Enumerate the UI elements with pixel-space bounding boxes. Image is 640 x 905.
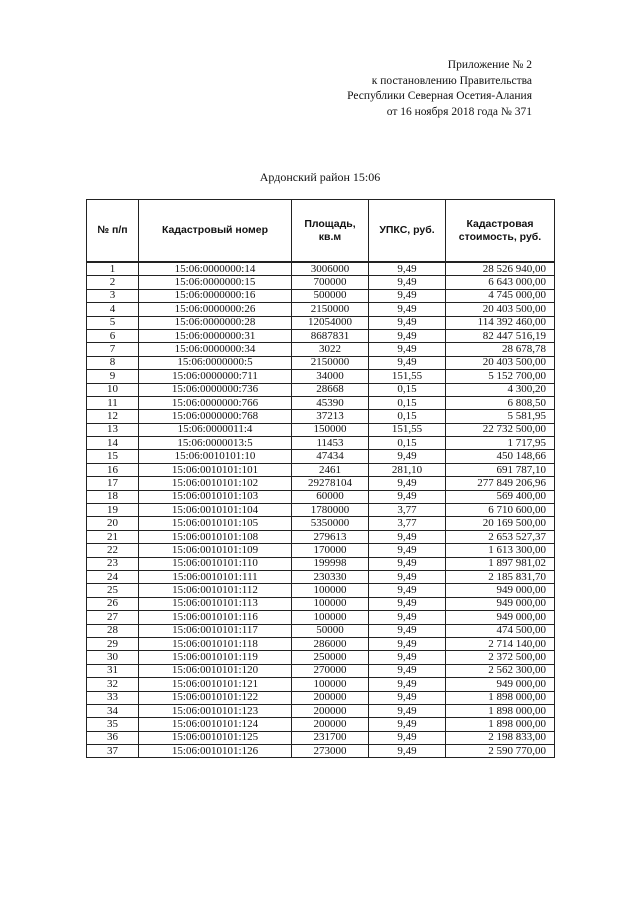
cell-cadastral-value: 277 849 206,96 [446, 477, 555, 490]
cell-area: 50000 [292, 624, 369, 637]
appendix-line-4: от 16 ноября 2018 года № 371 [386, 105, 532, 118]
cell-area: 279613 [292, 530, 369, 543]
table-body [87, 262, 555, 758]
cell-row-number: 26 [87, 597, 139, 610]
cell-area: 100000 [292, 678, 369, 691]
cell-row-number: 8 [87, 356, 139, 369]
column-header-number: № п/п [87, 200, 139, 263]
cell-cadastral-number: 15:06:0010101:10 [139, 450, 292, 463]
cell-upks: 0,15 [369, 396, 446, 409]
cell-area: 5350000 [292, 517, 369, 530]
cell-cadastral-number: 15:06:0010101:122 [139, 691, 292, 704]
cell-area: 1780000 [292, 504, 369, 517]
table-row [87, 597, 555, 610]
cell-area: 2150000 [292, 303, 369, 316]
cell-cadastral-number: 15:06:0010101:124 [139, 718, 292, 731]
cell-row-number: 5 [87, 316, 139, 329]
cell-cadastral-value: 2 590 770,00 [446, 745, 555, 758]
table-row [87, 557, 555, 570]
cell-upks: 9,49 [369, 262, 446, 276]
cell-row-number: 7 [87, 343, 139, 356]
cell-upks: 9,49 [369, 490, 446, 503]
table-row [87, 370, 555, 383]
cell-upks: 3,77 [369, 517, 446, 530]
cell-row-number: 16 [87, 463, 139, 476]
cell-row-number: 4 [87, 303, 139, 316]
column-header-cadastral-value: Кадастровая стоимость, руб. [446, 200, 555, 263]
cell-cadastral-number: 15:06:0000000:766 [139, 396, 292, 409]
cell-cadastral-value: 450 148,66 [446, 450, 555, 463]
cell-upks: 9,49 [369, 745, 446, 758]
cell-row-number: 33 [87, 691, 139, 704]
cell-row-number: 2 [87, 276, 139, 289]
cell-cadastral-number: 15:06:0010101:120 [139, 664, 292, 677]
cell-cadastral-number: 15:06:0010101:108 [139, 530, 292, 543]
cell-area: 100000 [292, 584, 369, 597]
cell-cadastral-number: 15:06:0010101:119 [139, 651, 292, 664]
column-header-area: Площадь, кв.м [292, 200, 369, 263]
cell-cadastral-number: 15:06:0010101:103 [139, 490, 292, 503]
cell-upks: 9,49 [369, 664, 446, 677]
cell-cadastral-number: 15:06:0010101:116 [139, 611, 292, 624]
cell-row-number: 18 [87, 490, 139, 503]
cell-area: 200000 [292, 718, 369, 731]
table-row [87, 691, 555, 704]
cell-cadastral-value: 4 300,20 [446, 383, 555, 396]
cell-cadastral-value: 949 000,00 [446, 611, 555, 624]
cell-cadastral-number: 15:06:0000000:14 [139, 262, 292, 276]
cell-upks: 9,49 [369, 691, 446, 704]
cell-upks: 9,49 [369, 303, 446, 316]
cell-upks: 151,55 [369, 370, 446, 383]
cell-area: 273000 [292, 745, 369, 758]
cell-cadastral-number: 15:06:0010101:102 [139, 477, 292, 490]
cell-upks: 281,10 [369, 463, 446, 476]
table-row [87, 289, 555, 302]
cell-cadastral-number: 15:06:0000000:711 [139, 370, 292, 383]
table-row [87, 490, 555, 503]
appendix-line-1: Приложение № 2 [447, 59, 532, 71]
cell-upks: 9,49 [369, 570, 446, 583]
cell-cadastral-value: 6 710 600,00 [446, 504, 555, 517]
cell-cadastral-number: 15:06:0000000:28 [139, 316, 292, 329]
cell-row-number: 25 [87, 584, 139, 597]
table-row [87, 437, 555, 450]
cell-cadastral-value: 1 898 000,00 [446, 691, 555, 704]
cell-cadastral-value: 1 898 000,00 [446, 718, 555, 731]
cell-row-number: 30 [87, 651, 139, 664]
cell-area: 286000 [292, 637, 369, 650]
cell-cadastral-value: 1 897 981,02 [446, 557, 555, 570]
cell-upks: 9,49 [369, 557, 446, 570]
cell-cadastral-value: 4 745 000,00 [446, 289, 555, 302]
table-row [87, 343, 555, 356]
cell-cadastral-number: 15:06:0010101:104 [139, 504, 292, 517]
cell-area: 200000 [292, 704, 369, 717]
cell-cadastral-value: 20 403 500,00 [446, 356, 555, 369]
cell-cadastral-value: 949 000,00 [446, 597, 555, 610]
table-row [87, 624, 555, 637]
cell-row-number: 9 [87, 370, 139, 383]
cell-cadastral-value: 949 000,00 [446, 678, 555, 691]
cell-row-number: 37 [87, 745, 139, 758]
cell-upks: 0,15 [369, 437, 446, 450]
appendix-line-2: к постановлению Правительства [371, 74, 532, 87]
cell-area: 100000 [292, 597, 369, 610]
cell-cadastral-value: 474 500,00 [446, 624, 555, 637]
cell-upks: 9,49 [369, 611, 446, 624]
cell-cadastral-value: 5 581,95 [446, 410, 555, 423]
cell-area: 100000 [292, 611, 369, 624]
table-row [87, 637, 555, 650]
cell-area: 12054000 [292, 316, 369, 329]
table-row [87, 678, 555, 691]
table-row [87, 276, 555, 289]
table-row [87, 463, 555, 476]
cell-area: 47434 [292, 450, 369, 463]
cell-cadastral-number: 15:06:0010101:123 [139, 704, 292, 717]
cell-area: 37213 [292, 410, 369, 423]
cell-upks: 9,49 [369, 289, 446, 302]
column-header-upks: УПКС, руб. [369, 200, 446, 263]
cell-upks: 9,49 [369, 624, 446, 637]
cell-cadastral-number: 15:06:0000000:5 [139, 356, 292, 369]
table-row [87, 316, 555, 329]
table-row [87, 410, 555, 423]
cell-cadastral-number: 15:06:0000000:736 [139, 383, 292, 396]
table-header-row [87, 200, 555, 263]
cell-cadastral-value: 28 526 940,00 [446, 262, 555, 276]
table-row [87, 544, 555, 557]
appendix-header [347, 58, 532, 120]
cell-row-number: 34 [87, 704, 139, 717]
cell-cadastral-number: 15:06:0010101:121 [139, 678, 292, 691]
cell-cadastral-value: 2 372 500,00 [446, 651, 555, 664]
table-row [87, 450, 555, 463]
cell-upks: 9,49 [369, 651, 446, 664]
cell-cadastral-value: 569 400,00 [446, 490, 555, 503]
cell-upks: 9,49 [369, 544, 446, 557]
cell-cadastral-number: 15:06:0000000:26 [139, 303, 292, 316]
cell-upks: 9,49 [369, 637, 446, 650]
cell-cadastral-value: 1 717,95 [446, 437, 555, 450]
cell-row-number: 20 [87, 517, 139, 530]
cell-cadastral-number: 15:06:0010101:101 [139, 463, 292, 476]
cell-upks: 9,49 [369, 530, 446, 543]
table-row [87, 584, 555, 597]
cell-upks: 0,15 [369, 410, 446, 423]
cell-area: 2150000 [292, 356, 369, 369]
cell-row-number: 11 [87, 396, 139, 409]
cell-row-number: 6 [87, 329, 139, 342]
cell-cadastral-number: 15:06:0010101:109 [139, 544, 292, 557]
cell-row-number: 23 [87, 557, 139, 570]
cell-area: 28668 [292, 383, 369, 396]
cell-upks: 9,49 [369, 356, 446, 369]
appendix-line-3: Республики Северная Осетия-Алания [347, 90, 532, 102]
cell-cadastral-value: 114 392 460,00 [446, 316, 555, 329]
cell-area: 500000 [292, 289, 369, 302]
cell-area: 2461 [292, 463, 369, 476]
cell-upks: 0,15 [369, 383, 446, 396]
cell-cadastral-number: 15:06:0000000:34 [139, 343, 292, 356]
cell-cadastral-number: 15:06:0010101:112 [139, 584, 292, 597]
cell-area: 270000 [292, 664, 369, 677]
column-header-cadastral-number: Кадастровый номер [139, 200, 292, 263]
cell-cadastral-number: 15:06:0000013:5 [139, 437, 292, 450]
cell-row-number: 17 [87, 477, 139, 490]
cell-area: 200000 [292, 691, 369, 704]
cadastral-table [86, 199, 555, 758]
cell-row-number: 32 [87, 678, 139, 691]
table-row [87, 262, 555, 276]
cell-cadastral-value: 6 808,50 [446, 396, 555, 409]
table-row [87, 423, 555, 436]
cell-upks: 9,49 [369, 477, 446, 490]
cell-cadastral-value: 2 714 140,00 [446, 637, 555, 650]
cell-row-number: 36 [87, 731, 139, 744]
cell-upks: 9,49 [369, 731, 446, 744]
cell-row-number: 13 [87, 423, 139, 436]
cell-area: 250000 [292, 651, 369, 664]
cell-area: 29278104 [292, 477, 369, 490]
cell-cadastral-value: 691 787,10 [446, 463, 555, 476]
cell-area: 34000 [292, 370, 369, 383]
cell-cadastral-number: 15:06:0000000:768 [139, 410, 292, 423]
cell-row-number: 31 [87, 664, 139, 677]
cell-cadastral-number: 15:06:0010101:125 [139, 731, 292, 744]
cell-cadastral-number: 15:06:0010101:126 [139, 745, 292, 758]
table-row [87, 517, 555, 530]
cell-cadastral-value: 82 447 516,19 [446, 329, 555, 342]
cell-cadastral-number: 15:06:0010101:118 [139, 637, 292, 650]
cell-cadastral-value: 2 198 833,00 [446, 731, 555, 744]
cell-area: 231700 [292, 731, 369, 744]
cell-cadastral-number: 15:06:0000000:16 [139, 289, 292, 302]
cell-cadastral-number: 15:06:0010101:105 [139, 517, 292, 530]
cell-cadastral-value: 20 403 500,00 [446, 303, 555, 316]
cell-cadastral-value: 2 653 527,37 [446, 530, 555, 543]
table-row [87, 651, 555, 664]
table-row [87, 504, 555, 517]
cell-upks: 9,49 [369, 704, 446, 717]
cell-row-number: 27 [87, 611, 139, 624]
cell-row-number: 3 [87, 289, 139, 302]
cell-upks: 9,49 [369, 597, 446, 610]
cell-upks: 9,49 [369, 584, 446, 597]
cell-cadastral-value: 2 185 831,70 [446, 570, 555, 583]
cell-row-number: 28 [87, 624, 139, 637]
table-row [87, 396, 555, 409]
cell-cadastral-number: 15:06:0000000:15 [139, 276, 292, 289]
cell-cadastral-number: 15:06:0010101:117 [139, 624, 292, 637]
table-row [87, 731, 555, 744]
cell-cadastral-value: 20 169 500,00 [446, 517, 555, 530]
cell-upks: 151,55 [369, 423, 446, 436]
cell-cadastral-value: 2 562 300,00 [446, 664, 555, 677]
cell-area: 150000 [292, 423, 369, 436]
table-row [87, 611, 555, 624]
table-row [87, 329, 555, 342]
cell-row-number: 29 [87, 637, 139, 650]
cell-area: 8687831 [292, 329, 369, 342]
cell-area: 199998 [292, 557, 369, 570]
cell-upks: 9,49 [369, 450, 446, 463]
cell-area: 230330 [292, 570, 369, 583]
cell-area: 700000 [292, 276, 369, 289]
cell-area: 45390 [292, 396, 369, 409]
table-row [87, 664, 555, 677]
cell-row-number: 10 [87, 383, 139, 396]
table-row [87, 530, 555, 543]
cell-cadastral-number: 15:06:0000000:31 [139, 329, 292, 342]
table-row [87, 745, 555, 758]
cell-cadastral-value: 1 613 300,00 [446, 544, 555, 557]
cell-upks: 9,49 [369, 316, 446, 329]
cell-row-number: 19 [87, 504, 139, 517]
cell-cadastral-number: 15:06:0010101:111 [139, 570, 292, 583]
table-row [87, 356, 555, 369]
cell-cadastral-value: 5 152 700,00 [446, 370, 555, 383]
cell-row-number: 35 [87, 718, 139, 731]
cell-cadastral-value: 6 643 000,00 [446, 276, 555, 289]
cell-area: 3022 [292, 343, 369, 356]
table-row [87, 383, 555, 396]
cell-upks: 9,49 [369, 329, 446, 342]
cell-upks: 3,77 [369, 504, 446, 517]
cell-cadastral-value: 28 678,78 [446, 343, 555, 356]
table-row [87, 704, 555, 717]
table-row [87, 570, 555, 583]
cell-upks: 9,49 [369, 678, 446, 691]
cell-upks: 9,49 [369, 343, 446, 356]
cell-area: 60000 [292, 490, 369, 503]
table-row [87, 303, 555, 316]
cell-row-number: 15 [87, 450, 139, 463]
cell-cadastral-value: 949 000,00 [446, 584, 555, 597]
cell-area: 170000 [292, 544, 369, 557]
cell-cadastral-number: 15:06:0010101:110 [139, 557, 292, 570]
cell-area: 3006000 [292, 262, 369, 276]
table-row [87, 718, 555, 731]
cell-cadastral-value: 1 898 000,00 [446, 704, 555, 717]
cell-row-number: 12 [87, 410, 139, 423]
cell-cadastral-number: 15:06:0000011:4 [139, 423, 292, 436]
cell-row-number: 14 [87, 437, 139, 450]
cell-cadastral-value: 22 732 500,00 [446, 423, 555, 436]
cell-row-number: 24 [87, 570, 139, 583]
table-row [87, 477, 555, 490]
cell-upks: 9,49 [369, 276, 446, 289]
cell-row-number: 22 [87, 544, 139, 557]
page-title: Ардонский район 15:06 [259, 170, 381, 184]
cell-cadastral-number: 15:06:0010101:113 [139, 597, 292, 610]
cell-row-number: 1 [87, 262, 139, 276]
cell-upks: 9,49 [369, 718, 446, 731]
cell-row-number: 21 [87, 530, 139, 543]
cell-area: 11453 [292, 437, 369, 450]
